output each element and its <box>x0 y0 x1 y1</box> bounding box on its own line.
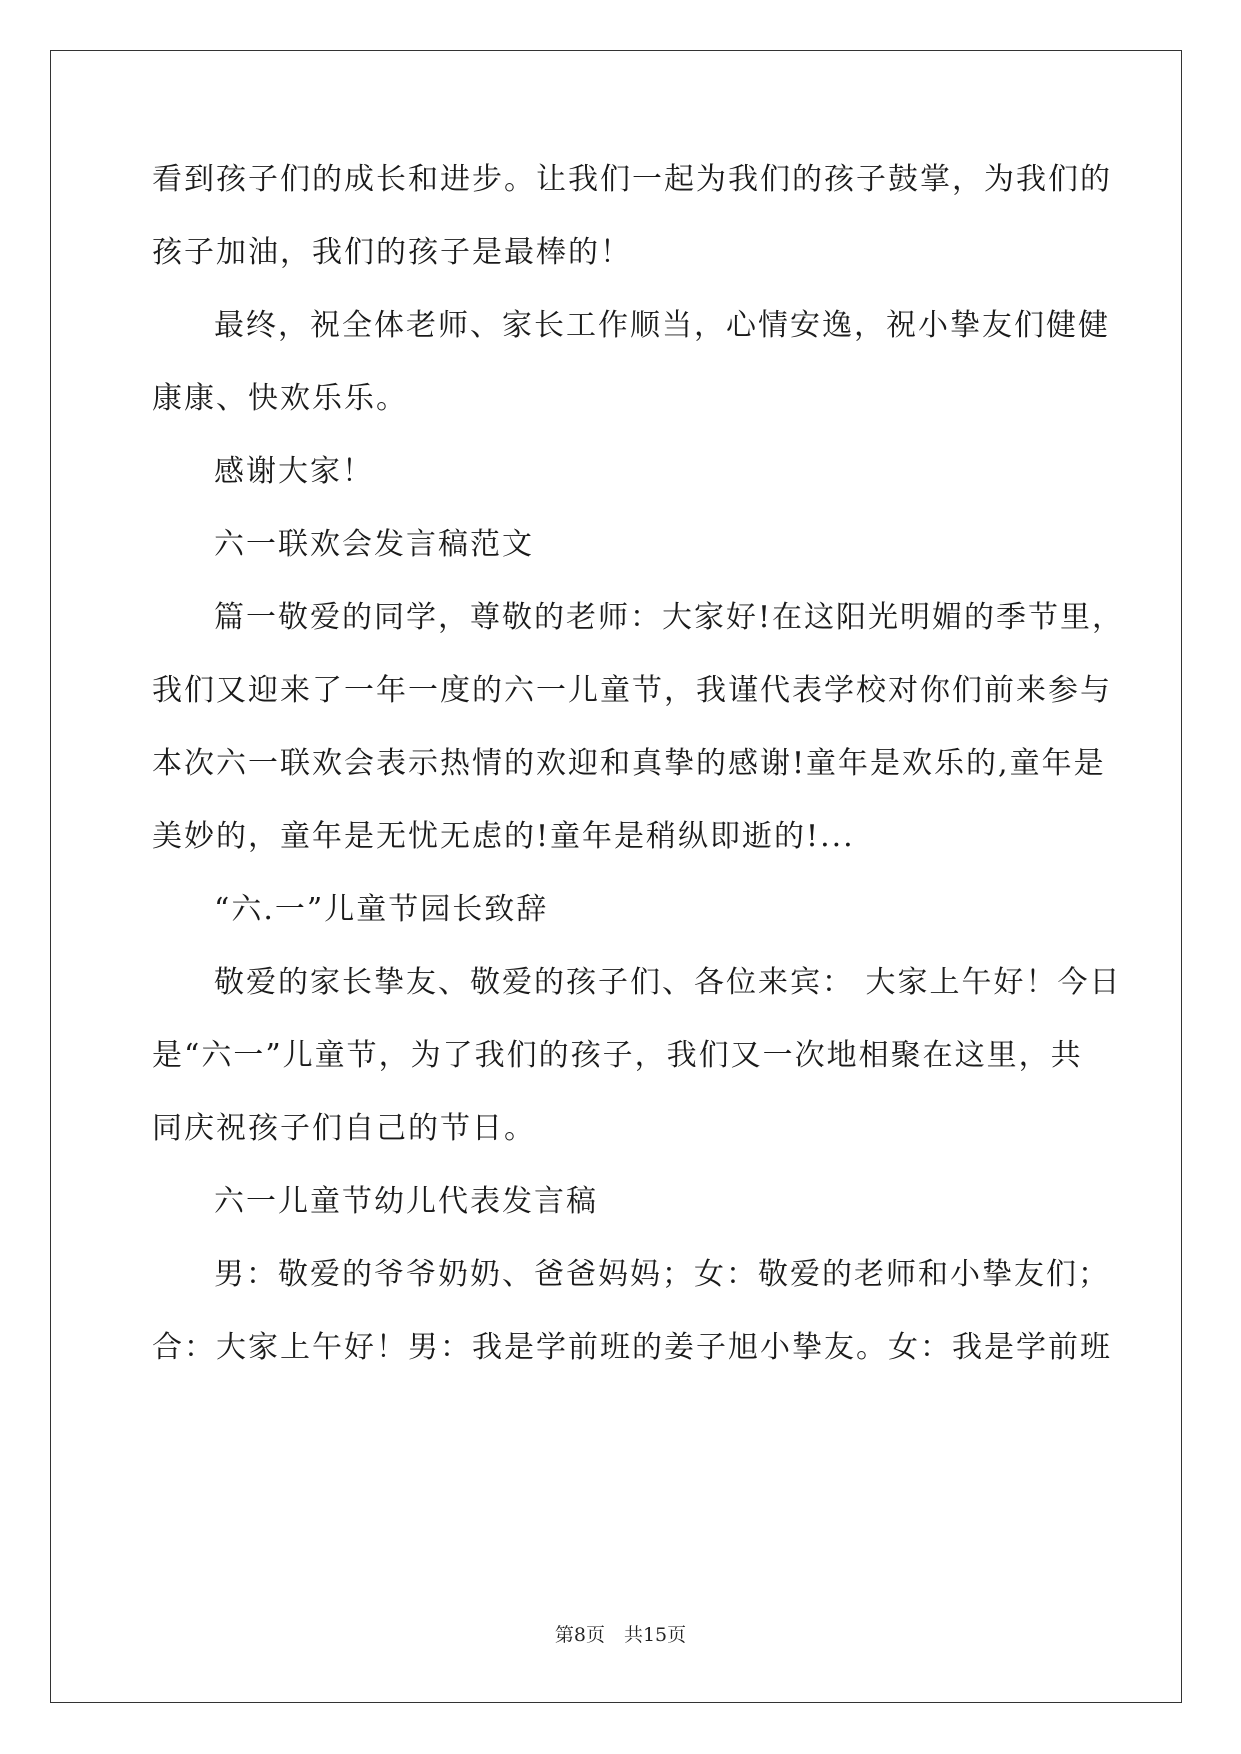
paragraph-start: 感谢大家！ <box>214 454 374 489</box>
page-border <box>50 50 1182 1703</box>
section-heading: “六.一”儿童节园长致辞 <box>214 892 549 927</box>
section-heading: 六一儿童节幼儿代表发言稿 <box>214 1184 598 1219</box>
text-line: 是“六一”儿童节，为了我们的孩子，我们又一次地相聚在这里，共 <box>152 1038 1083 1073</box>
text-line: 康康、快欢乐乐。 <box>152 381 408 416</box>
page-number: 第8页 共15页 <box>554 1624 687 1646</box>
page-footer <box>0 1623 1241 1647</box>
paragraph-start: 最终，祝全体老师、家长工作顺当，心情安逸，祝小挚友们健健 <box>214 308 1110 343</box>
paragraph-start: 篇一敬爱的同学，尊敬的老师：大家好!在这阳光明媚的季节里， <box>214 600 1125 635</box>
text-line: 看到孩子们的成长和进步。让我们一起为我们的孩子鼓掌，为我们的 <box>152 162 1112 197</box>
text-line: 合：大家上午好！男：我是学前班的姜子旭小挚友。女：我是学前班 <box>152 1330 1112 1365</box>
text-line: 同庆祝孩子们自己的节日。 <box>152 1111 536 1146</box>
paragraph-start: 敬爱的家长挚友、敬爱的孩子们、各位来宾： 大家上午好！今日 <box>214 965 1122 1000</box>
text-line: 本次六一联欢会表示热情的欢迎和真挚的感谢!童年是欢乐的,童年是 <box>152 746 1106 781</box>
paragraph-start: 男：敬爱的爷爷奶奶、爸爸妈妈；女：敬爱的老师和小挚友们； <box>214 1257 1110 1292</box>
section-heading: 六一联欢会发言稿范文 <box>214 527 534 562</box>
text-line: 孩子加油，我们的孩子是最棒的！ <box>152 235 632 270</box>
text-line: 我们又迎来了一年一度的六一儿童节，我谨代表学校对你们前来参与 <box>152 673 1112 708</box>
text-line: 美妙的，童年是无忧无虑的!童年是稍纵即逝的!... <box>152 819 855 854</box>
